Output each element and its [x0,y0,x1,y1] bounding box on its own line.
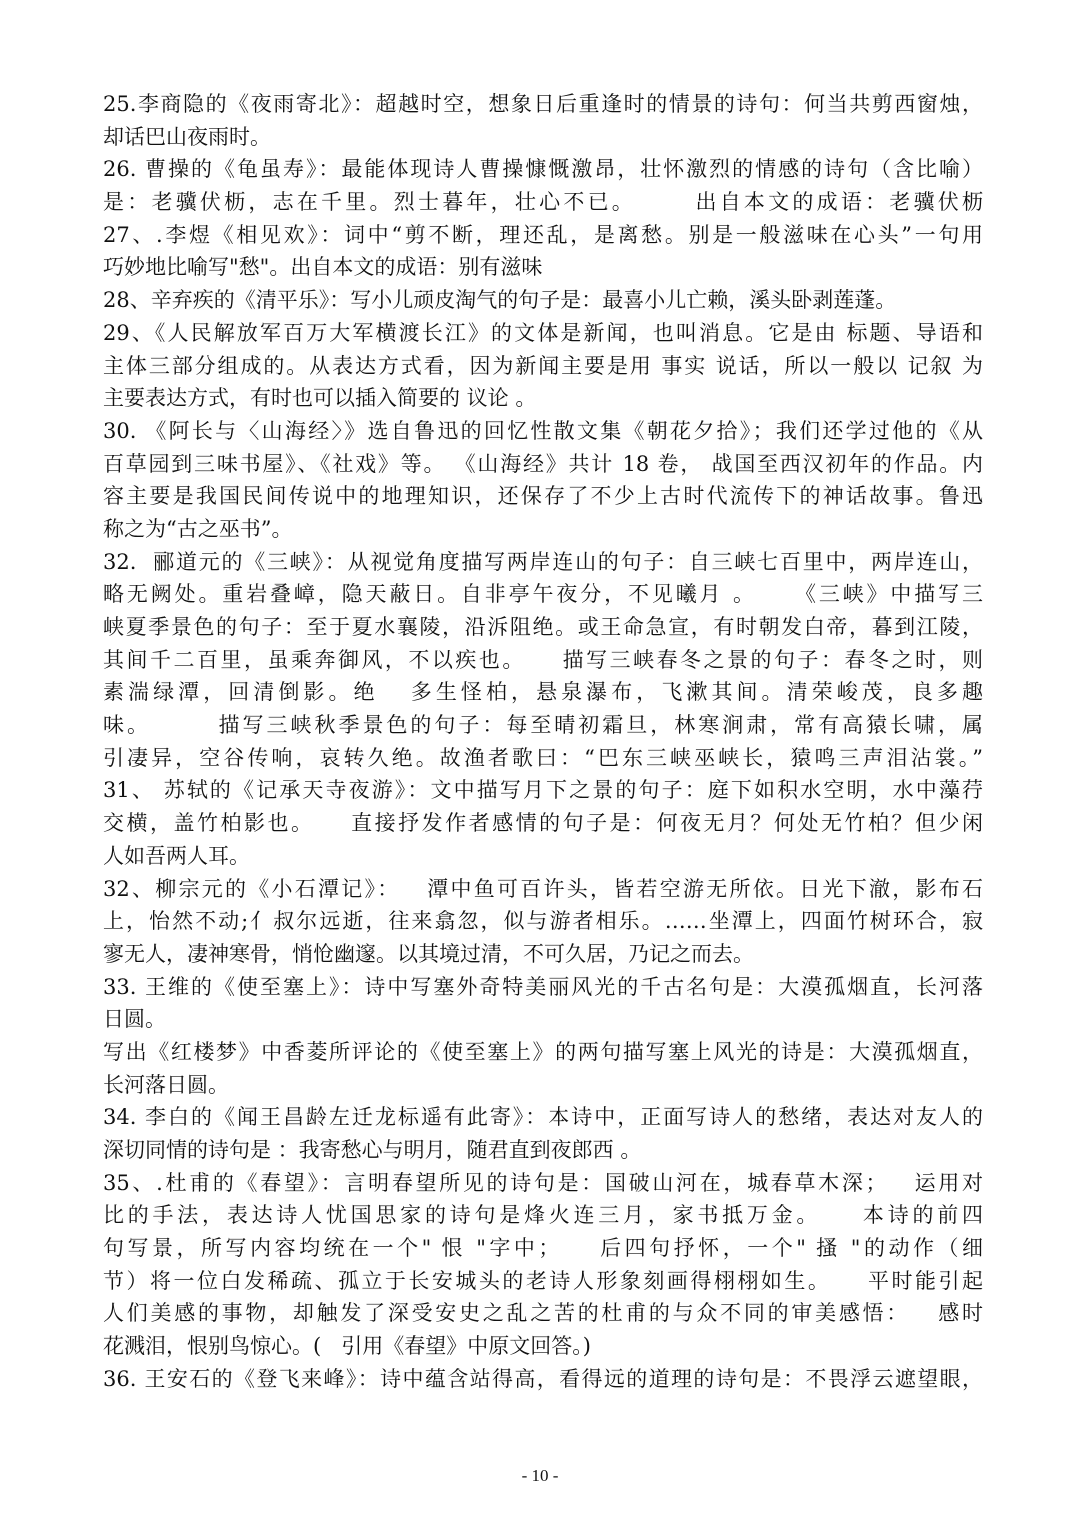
text-line: 28、辛弃疾的《清平乐》：写小儿顽皮淘气的句子是：最喜小儿亡赖，溪头卧剥莲蓬。 [103,288,897,313]
text-line: 节）将一位白发稀疏、孤立于长安城头的老诗人形象刻画得栩栩如生。 平时能引起 [103,1268,983,1293]
text-line: 人如吾两人耳。 [103,843,250,868]
text-line: 32、柳宗元的《小石潭记》： 潭中鱼可百许头，皆若空游无所依。日光下澈，影布石 [103,876,983,901]
text-line: 其间千二百里，虽乘奔御风，不以疾也。 描写三峡春冬之景的句子：春冬之时，则 [103,647,983,672]
text-line: 29、《人民解放军百万大军横渡长江》的文体是新闻，也叫消息。它是由 标题、导语和 [103,320,983,345]
text-line: 百草园到三味书屋》、《社戏》等。 《山海经》共计 18 卷， 战国至西汉初年的作品。内 [103,451,983,476]
text-line: 26. 曹操的《龟虽寿》：最能体现诗人曹操慷慨激昂，壮怀激烈的情感的诗句（含比喻） [103,157,983,182]
text-line: 25.李商隐的《夜雨寄北》：超越时空，想象日后重逢时的情景的诗句：何当共剪西窗烛， [103,92,983,116]
page-number: - 10 - [521,1466,559,1485]
text-line: 36. 王安石的《登飞来峰》：诗中蕴含站得高，看得远的道理的诗句是：不畏浮云遮望眼， [103,1366,983,1391]
document-body [103,88,983,1396]
text-line: 主要表达方式，有时也可以插入简要的 议论 。 [103,386,537,411]
text-line: 32. 郦道元的《三峡》：从视觉角度描写两岸连山的句子：自三峡七百里中，两岸连山， [103,549,983,574]
text-line: 35、.杜甫的《春望》：言明春望所见的诗句是：国破山河在，城春草木深； 运用对 [103,1170,983,1195]
text-line: 巧妙地比喻写"愁"。出自本文的成语：别有滋味 [103,255,543,280]
text-line: 寥无人，凄神寒骨，悄怆幽邃。以其境过清，不可久居，乃记之而去。 [103,941,754,966]
text-line: 称之为“古之巫书”。 [103,516,293,541]
text-line: 素湍绿潭，回清倒影。绝 多生怪柏，悬泉瀑布，飞漱其间。清荣峻茂，良多趣 [103,680,983,705]
text-line: 容主要是我国民间传说中的地理知识，还保存了不少上古时代流传下的神话故事。鲁迅 [103,484,983,509]
text-line: 略无阙处。重岩叠嶂，隐天蔽日。自非亭午夜分，不见曦月 。 《三峡》中描写三 [103,582,983,607]
text-line: 比的手法，表达诗人忧国思家的诗句是烽火连三月，家书抵万金。 本诗的前四 [103,1203,983,1228]
text-line: 写出《红楼梦》中香菱所评论的《使至塞上》的两句描写塞上风光的诗是：大漠孤烟直， [103,1039,983,1064]
text-line: 30. 《阿长与〈山海经〉》选自鲁迅的回忆性散文集《朝花夕拾》；我们还学过他的《从 [103,418,983,443]
text-line: 交横，盖竹柏影也。 直接抒发作者感情的句子是：何夜无月？何处无竹柏？但少闲 [103,811,983,836]
text-line: 峡夏季景色的句子：至于夏水襄陵，沿泝阻绝。或王命急宣，有时朝发白帝，暮到江陵， [103,615,983,639]
text-line: 是：老骥伏枥，志在千里。烈士暮年，壮心不已。 出自本文的成语：老骥伏枥 [103,190,983,215]
text-line: 31、 苏轼的《记承天寺夜游》：文中描写月下之景的句子：庭下如积水空明，水中藻荇 [103,778,983,803]
text-line: 人们美感的事物，却触发了深受安史之乱之苦的杜甫的与众不同的审美感悟： 感时 [103,1301,983,1326]
text-line: 27、.李煜《相见欢》：词中“剪不断，理还乱，是离愁。别是一般滋味在心头”一句用 [103,222,983,247]
text-line: 深切同情的诗句是 ：我寄愁心与明月，随君直到夜郎西 。 [103,1138,642,1162]
text-line: 33. 王维的《使至塞上》：诗中写塞外奇特美丽风光的千古名句是：大漠孤烟直，长河落 [103,974,983,999]
text-line: 长河落日圆。 [103,1072,229,1097]
text-line: 日圆。 [103,1007,166,1032]
text-line: 引凄异，空谷传响，哀转久绝。故渔者歌曰：“巴东三峡巫峡长，猿鸣三声泪沾裳。” [103,745,983,770]
text-line: 味。 描写三峡秋季景色的句子：每至晴初霜旦，林寒涧肃，常有高猿长啸，属 [103,713,983,738]
text-line: 花溅泪，恨别鸟惊心。( 引用《春望》中原文回答。) [103,1334,591,1359]
text-line: 34. 李白的《闻王昌龄左迁龙标遥有此寄》：本诗中，正面写诗人的愁绪，表达对友人的 [103,1105,983,1130]
text-line: 主体三部分组成的。从表达方式看，因为新闻主要是用 事实 说话，所以一般以 记叙 为 [103,353,983,378]
text-line: 句写景，所写内容均统在一个" 恨 "字中； 后四句抒怀，一个" 搔 "的动作（细 [103,1236,983,1261]
text-line: 却话巴山夜雨时。 [103,124,271,149]
text-line: 上，怡然不动;亻叔尔远逝，往来翕忽，似与游者相乐。……坐潭上，四面竹树环合，寂 [103,909,983,934]
